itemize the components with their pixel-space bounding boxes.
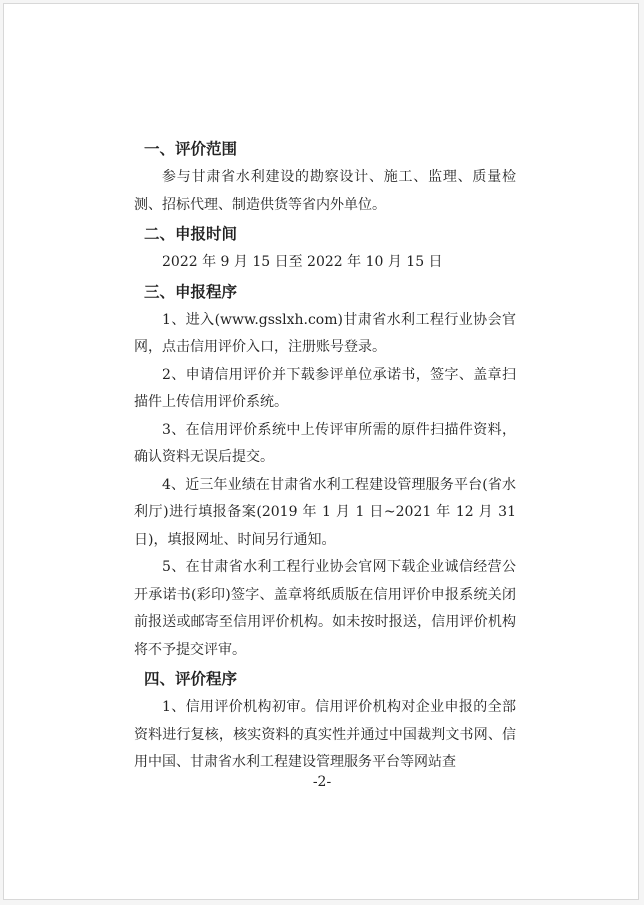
evaluation-step-1: 1、信用评价机构初审。信用评价机构对企业申报的全部资料进行复核，核实资料的真实性并通过中国裁判文书网、信用中国、甘肃省水利工程建设管理服务平台等网站查 <box>134 699 516 770</box>
procedure-step-1: 1、进入(www.gsslxh.com)甘肃省水利工程行业协会官网，点击信用评价入口，注册账号登录。 <box>134 311 516 355</box>
procedure-step-2: 2、申请信用评价并下载参评单位承诺书，签字、盖章扫描件上传信用评价系统。 <box>134 366 516 410</box>
procedure-step-4: 4、近三年业绩在甘肃省水利工程建设管理服务平台(省水利厅)进行填报备案(2019 年 1 月 1 日~2021 年 12 月 31 日)，填报网址、时间另行通知。 <box>134 476 516 548</box>
section-heading-evaluation-procedure: 四、评价程序 <box>144 670 238 688</box>
document-page <box>3 3 639 900</box>
document-body <box>134 134 516 777</box>
scope-paragraph: 参与甘肃省水利建设的勘察设计、施工、监理、质量检测、招标代理、制造供货等省内外单位。 <box>134 169 516 213</box>
application-time-text: 2022 年 9 月 15 日至 2022 年 10 月 15 日 <box>162 254 443 270</box>
section-heading-application-time: 二、申报时间 <box>144 225 238 243</box>
page-number: -2- <box>312 774 332 790</box>
section-heading-scope: 一、评价范围 <box>144 140 238 158</box>
procedure-step-3: 3、在信用评价系统中上传评审所需的原件扫描件资料，确认资料无误后提交。 <box>134 421 516 465</box>
section-heading-application-procedure: 三、申报程序 <box>144 282 238 301</box>
procedure-step-5: 5、在甘肃省水利工程行业协会官网下载企业诚信经营公开承诺书(彩印)签字、盖章将纸质版在信用评价申报系统关闭前报送或邮寄至信用评价机构。如未按时报送，信用评价机构将不予提交评审。 <box>134 559 516 658</box>
